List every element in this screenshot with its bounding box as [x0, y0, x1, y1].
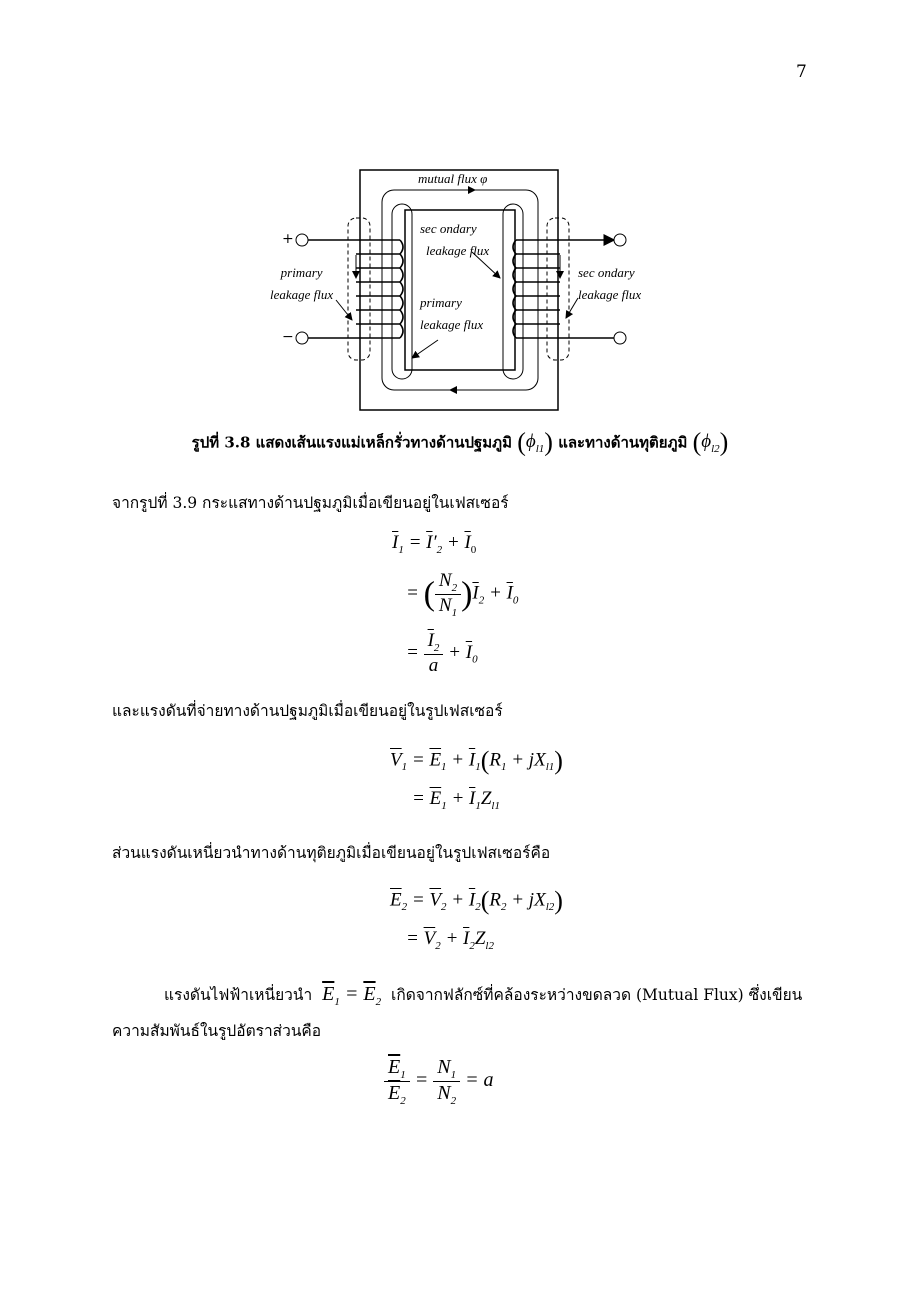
transformer-leakage-flux-figure [260, 160, 660, 420]
equation-voltage-primary-1: $\overline{V}_1 = \overline{E}_1 + \overline{I}_1(R_1 + jX_{l1})$ [390, 746, 563, 775]
plus-sign: + [282, 231, 294, 247]
label-line: leakage flux [578, 287, 642, 302]
paragraph-4-start: แรงดันไฟฟ้าเหนี่ยวนำ [164, 986, 313, 1004]
mutual-flux-label: mutual flux φ [418, 171, 488, 186]
equation-current-1: $\overline{I}_1 = \overline{I}'_2 + \overline{I}_0$ [392, 532, 477, 556]
core-outer [360, 170, 558, 410]
primary-plus-terminal [296, 234, 308, 246]
label-line: primary [420, 295, 462, 310]
equation-voltage-secondary-1: $\overline{E}_2 = \overline{V}_2 + \overline{I}_2(R_2 + jX_{l2})$ [390, 886, 563, 915]
equation-turns-ratio: $\frac{\overline{E}_1}{\overline{E}_2}$ = $\frac{N_1}{N_2}$ = a [384, 1056, 494, 1107]
paragraph-1: จากรูปที่ 3.9 กระแสทางด้านปฐมภูมิเมื่อเขียนอยู่ในเฟสเซอร์ [112, 494, 509, 512]
figure-caption: รูปที่ 3.8 แสดงเส้นแรงแม่เหล็กรั่วทางด้านปฐมภูมิ $(\phi_{l1})$ และทางด้านทุติยภูมิ $(\phi_{l2})$ [191, 428, 729, 457]
paragraph-5: ความสัมพันธ์ในรูปอัตราส่วนคือ [112, 1022, 322, 1040]
paragraph-4: แรงดันไฟฟ้าเหนี่ยวนำ $\overline{E}_1 = \overline{E}_2$ เกิดจากฟลักซ์ที่คล้องระหว่างขดลวด (Mutual Flux) ซึ่งเขียน [164, 983, 803, 1008]
equation-voltage-secondary-2: = $\overline{V}_2 + \overline{I}_2Z_{l2}$ [406, 928, 494, 952]
label-line: sec ondary [578, 265, 635, 280]
equation-current-2: = ( $\frac{N_2}{N_1}$ )$\overline{I}_2 + \overline{I}_0$ [406, 570, 519, 619]
paragraph-3: ส่วนแรงดันเหนี่ยวนำทางด้านทุติยภูมิเมื่อเขียนอยู่ในรูปเฟสเซอร์คือ [112, 844, 551, 862]
label-line: sec ondary [420, 221, 477, 236]
label-line: leakage flux [420, 317, 484, 332]
secondary-bottom-terminal [614, 332, 626, 344]
primary-leakage-center-label [420, 292, 483, 336]
equation-voltage-primary-2: = $\overline{E}_1 + \overline{I}_1Z_{l1}$ [412, 788, 500, 812]
primary-minus-terminal [296, 332, 308, 344]
caption-main: รูปที่ 3.8 แสดงเส้นแรงแม่เหล็กรั่วทางด้านปฐมภูมิ [191, 433, 512, 452]
secondary-top-terminal [614, 234, 626, 246]
caption-mid: และทางด้านทุติยภูมิ [558, 433, 688, 452]
minus-sign: − [282, 329, 294, 345]
page-number: 7 [796, 62, 807, 82]
equation-current-3: = $\frac{\overline{I}_2}{a}$ + $\overline{I}_0$ [406, 630, 478, 676]
secondary-leakage-center-label [420, 218, 489, 262]
secondary-leakage-right-label [578, 262, 641, 306]
label-line: leakage flux [270, 287, 334, 302]
primary-leakage-left-label [270, 262, 333, 306]
paragraph-2: และแรงดันที่จ่ายทางด้านปฐมภูมิเมื่อเขียนอยู่ในรูปเฟสเซอร์ [112, 702, 503, 720]
paragraph-4-end: เกิดจากฟลักซ์ที่คล้องระหว่างขดลวด (Mutual Flux) ซึ่งเขียน [391, 986, 803, 1004]
label-line: primary [280, 265, 323, 280]
secondary-coil [513, 240, 560, 338]
label-line: leakage flux [426, 243, 490, 258]
primary-coil [356, 240, 403, 338]
